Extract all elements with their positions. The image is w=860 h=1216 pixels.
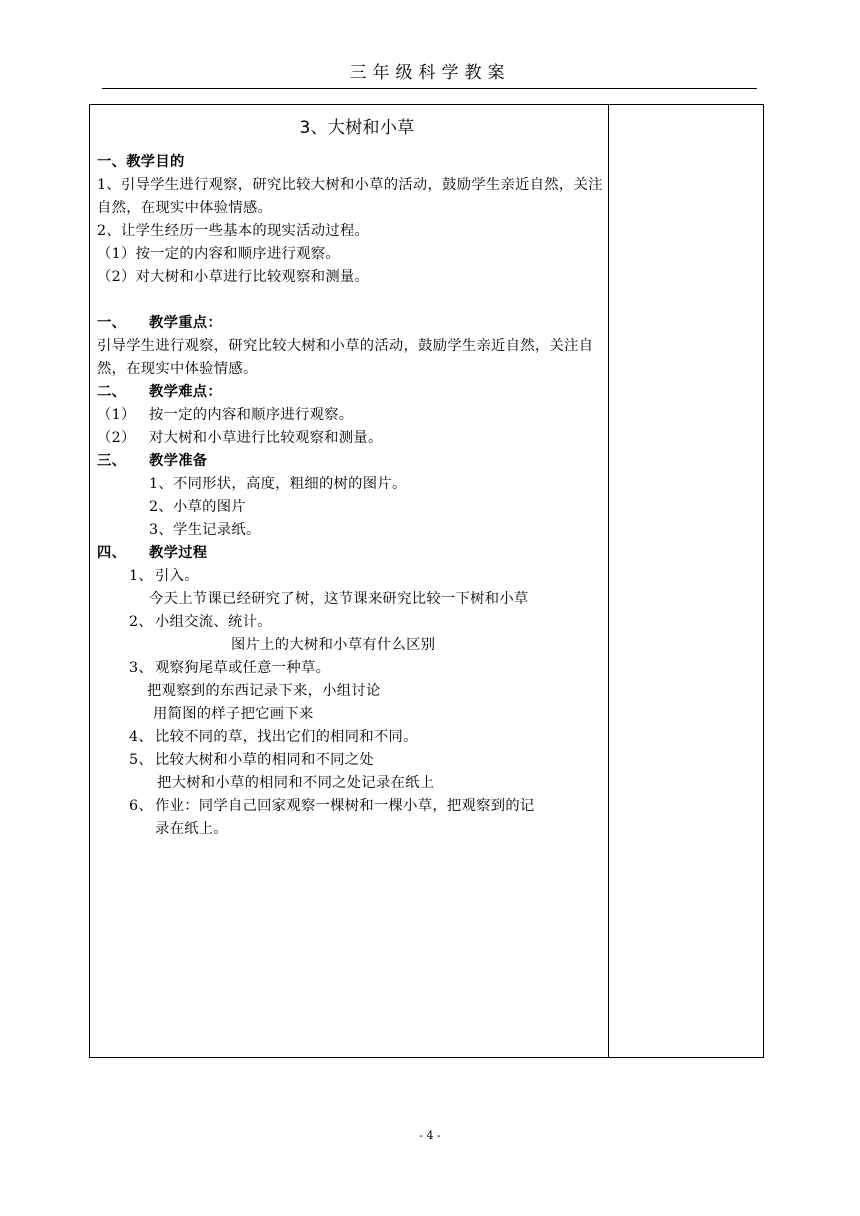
process-step-detail: 今天上节课已经研究了树，这节课来研究比较一下树和小草 [149, 591, 529, 607]
step-text: 观察狗尾草或任意一种草。 [155, 660, 331, 676]
section-heading: 教学难点： [149, 384, 222, 400]
lesson-title: 3、大树和小草 [299, 118, 415, 138]
step-text: 比较不同的草，找出它们的相同和不同。 [155, 729, 418, 745]
objective-item: 1、引导学生进行观察，研究比较大树和小草的活动，鼓励学生亲近自然，关注自然，在现实中体验情感。 [97, 177, 603, 216]
header-rule [102, 88, 757, 89]
table-column-divider [608, 104, 609, 1058]
objective-item: 2、让学生经历一些基本的现实活动过程。 [97, 223, 370, 239]
page-number: - 4 - [419, 1129, 441, 1142]
section-heading: 教学重点： [149, 315, 222, 331]
section-number: 二、 [97, 384, 127, 400]
step-number: 5、 [129, 752, 153, 768]
process-step [97, 726, 605, 749]
step-number: 1、 [129, 568, 153, 584]
item-text: 对大树和小草进行比较观察和测量。 [149, 430, 383, 446]
difficulties-heading [97, 381, 605, 404]
section-number: 一、 [97, 315, 127, 331]
process-heading [97, 542, 605, 565]
step-number: 4、 [129, 729, 153, 745]
item-number: （2） [97, 430, 136, 446]
spacer [97, 289, 605, 312]
section-number: 三、 [97, 453, 127, 469]
key-points-text: 引导学生进行观察，研究比较大树和小草的活动，鼓励学生亲近自然，关注自然，在现实中体验情感。 [97, 338, 594, 377]
preparation-heading [97, 450, 605, 473]
difficulty-item [97, 404, 605, 427]
preparation-item: 1、不同形状，高度，粗细的树的图片。 [149, 476, 407, 492]
lesson-content [97, 104, 605, 841]
process-step-detail: 录在纸上。 [155, 821, 228, 837]
section-number: 四、 [97, 545, 127, 561]
preparation-item: 3、学生记录纸。 [149, 522, 261, 538]
step-text: 引入。 [155, 568, 199, 584]
key-points-heading [97, 312, 605, 335]
process-step [97, 565, 605, 588]
difficulty-item [97, 427, 605, 450]
preparation-item: 2、小草的图片 [149, 499, 246, 515]
step-number: 3、 [129, 660, 153, 676]
process-step [97, 657, 605, 680]
step-text: 比较大树和小草的相同和不同之处 [155, 752, 374, 768]
objective-item: （2）对大树和小草进行比较观察和测量。 [97, 269, 370, 285]
step-text: 小组交流、统计。 [155, 614, 272, 630]
process-step [97, 749, 605, 772]
step-number: 6、 [129, 798, 153, 814]
step-number: 2、 [129, 614, 153, 630]
step-text: 作业：同学自己回家观察一棵树和一棵小草，把观察到的记 [155, 798, 535, 814]
item-number: （1） [97, 407, 136, 423]
process-step-detail: 把观察到的东西记录下来，小组讨论 [147, 683, 381, 699]
process-step [97, 795, 605, 818]
page-header-title: 三年级科学教案 [349, 63, 511, 83]
objective-item: （1）按一定的内容和顺序进行观察。 [97, 246, 340, 262]
objectives-heading: 一、教学目的 [97, 154, 185, 170]
process-step [97, 611, 605, 634]
item-text: 按一定的内容和顺序进行观察。 [149, 407, 354, 423]
process-step-detail: 把大树和小草的相同和不同之处记录在纸上 [157, 775, 435, 791]
process-step-detail: 用简图的样子把它画下来 [153, 706, 314, 722]
section-heading: 教学准备 [149, 453, 208, 469]
process-step-detail: 图片上的大树和小草有什么区别 [231, 637, 436, 653]
section-heading: 教学过程 [149, 545, 208, 561]
